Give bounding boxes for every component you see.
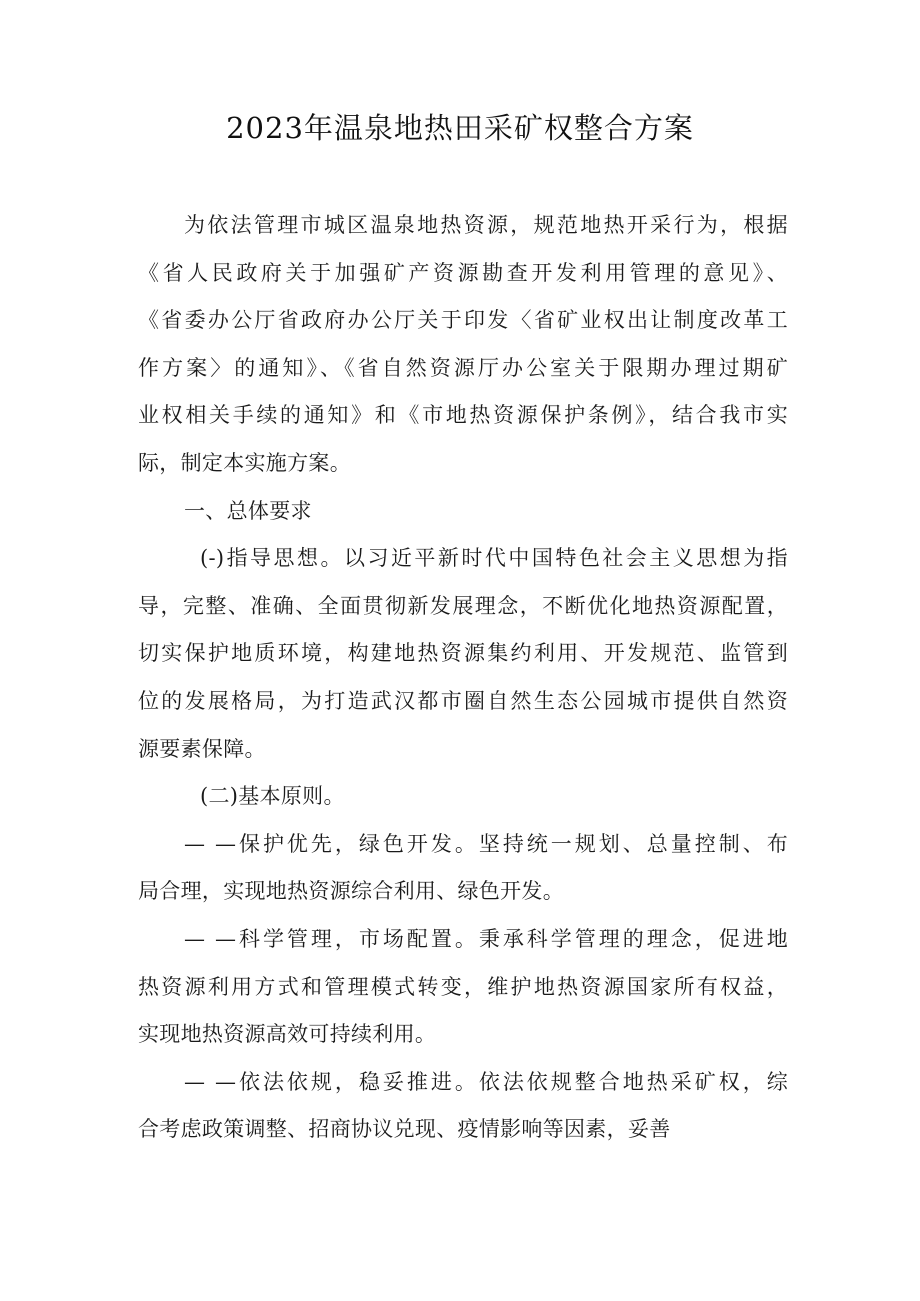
- document-title: 2023年温泉地热田采矿权整合方案: [226, 111, 694, 145]
- paragraph-line: 《省委办公厅省政府办公厅关于印发〈省矿业权出让制度改革工: [138, 308, 788, 333]
- paragraph-line: 《省人民政府关于加强矿产资源勘查开发利用管理的意见》、: [138, 260, 788, 285]
- paragraph-line: 际，制定本实施方案。: [138, 450, 351, 475]
- section-heading: 一、总体要求: [184, 498, 312, 523]
- paragraph-line: 局合理，实现地热资源综合利用、绿色开发。: [138, 879, 564, 904]
- paragraph-line: — —依法依规，稳妥推进。依法依规整合地热采矿权，综: [184, 1069, 788, 1094]
- paragraph-line: 合考虑政策调整、招商协议兑现、疫情影响等因素，妥善: [138, 1117, 671, 1142]
- paragraph-line: 切实保护地质环境，构建地热资源集约利用、开发规范、监管到: [138, 641, 788, 666]
- paragraph-line: — —保护优先，绿色开发。坚持统一规划、总量控制、布: [184, 831, 788, 856]
- paragraph-line: 导，完整、准确、全面贯彻新发展理念，不断优化地热资源配置，: [138, 593, 788, 618]
- paragraph-line: 为依法管理市城区温泉地热资源，规范地热开采行为，根据: [184, 213, 788, 237]
- paragraph-line: 实现地热资源高效可持续利用。: [138, 1022, 437, 1047]
- paragraph-line: (-)指导思想。以习近平新时代中国特色社会主义思想为指: [200, 546, 788, 571]
- document-body: [138, 202, 788, 1154]
- paragraph-line: 位的发展格局，为打造武汉都市圈自然生态公园城市提供自然资: [138, 688, 788, 713]
- subsection-heading: (二)基本原则。: [200, 784, 345, 809]
- paragraph-line: 业权相关手续的通知》和《市地热资源保护条例》，结合我市实: [138, 403, 788, 428]
- paragraph-line: — —科学管理，市场配置。秉承科学管理的理念，促进地: [184, 926, 788, 951]
- paragraph-line: 作方案〉的通知》、《省自然资源厅办公室关于限期办理过期矿: [138, 355, 788, 380]
- paragraph-line: 热资源利用方式和管理模式转变，维护地热资源国家所有权益，: [138, 974, 788, 999]
- paragraph-line: 源要素保障。: [138, 736, 266, 761]
